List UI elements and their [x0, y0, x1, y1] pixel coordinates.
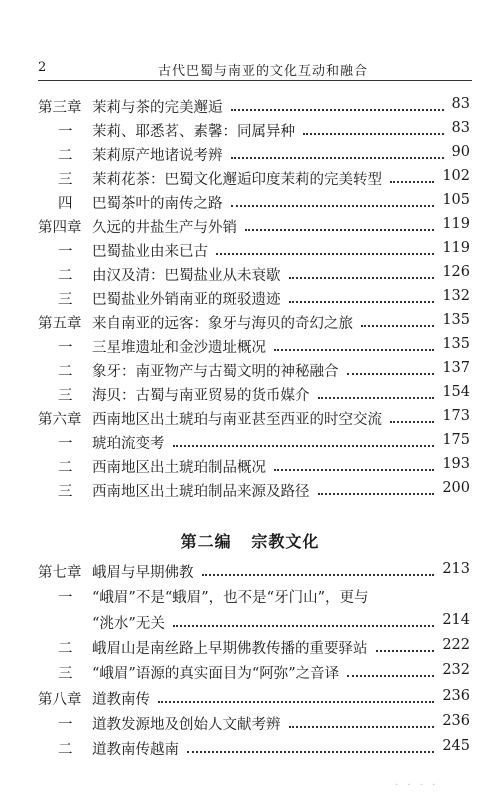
- toc-dot-leader: [289, 275, 435, 279]
- toc-entry-title: 道教南传: [92, 691, 150, 708]
- toc-dot-leader: [231, 203, 435, 207]
- toc-entry-label: 一: [58, 436, 73, 452]
- toc-entry-page: 119: [442, 240, 470, 256]
- toc-dot-leader: [376, 648, 435, 652]
- toc-entry-label: 第六章: [38, 412, 82, 428]
- toc-section-entry: [0, 432, 500, 456]
- toc-entry-label: 二: [58, 742, 73, 759]
- toc-dot-leader: [361, 323, 434, 327]
- toc-entry-label: 三: [58, 172, 73, 188]
- toc-entry-page: 245: [442, 738, 470, 755]
- toc-entry-title: 峨眉与早期佛教: [92, 565, 194, 581]
- toc-section-entry: [0, 480, 500, 504]
- toc-entry-page: 214: [442, 611, 470, 628]
- toc-entry-title: 久远的井盐生产与外销: [92, 220, 237, 236]
- page-number: 2: [38, 60, 47, 75]
- toc-entry-label: 第八章: [38, 691, 82, 708]
- toc-dot-leader: [390, 419, 434, 423]
- toc-entry-label: 三: [58, 388, 73, 404]
- toc-entry-page: 236: [442, 712, 470, 729]
- part-title: 宗教文化: [251, 532, 320, 551]
- toc-dot-leader: [245, 227, 434, 231]
- toc-entry-title: “峨眉”语源的真实面目为“阿弥”之音译: [92, 666, 340, 683]
- toc-entry-title: 道教发源地及创始人文献考辨: [92, 716, 281, 733]
- toc-entry-page: 105: [442, 192, 470, 208]
- toc-section-entry: [0, 456, 500, 480]
- toc-dot-leader: [231, 107, 444, 111]
- toc-section-entry: [0, 144, 500, 168]
- toc-entry-label: 一: [58, 716, 73, 733]
- toc-entry-title: 海贝：古蜀与南亚贸易的货币媒介: [92, 388, 310, 404]
- toc-dot-leader: [347, 371, 435, 375]
- toc-entry-label: 一: [58, 244, 73, 260]
- toc-entry-page: 119: [442, 216, 470, 232]
- toc-entry-label: 第七章: [38, 565, 82, 581]
- toc-entry-label: 第四章: [38, 220, 82, 236]
- toc-section-entry: [0, 586, 500, 610]
- toc-entry-page: 83: [451, 120, 470, 136]
- toc-entry-title: 来自南亚的远客：象牙与海贝的奇幻之旅: [92, 316, 353, 332]
- toc-dot-leader: [216, 251, 434, 255]
- running-header: [38, 58, 472, 81]
- toc-entry-title: 茉莉花茶：巴蜀文化邂逅印度茉莉的完美转型: [92, 172, 382, 188]
- toc-dot-leader: [390, 179, 434, 183]
- toc-section-entry: [0, 264, 500, 288]
- toc-entry-page: 213: [442, 561, 470, 577]
- toc-entry-title: 琥珀流变考: [92, 436, 165, 452]
- toc-entry-label: 二: [58, 268, 73, 284]
- toc-entry-label: 第三章: [38, 100, 82, 116]
- toc-entry-label: 二: [58, 364, 73, 380]
- toc-entry-page: 83: [451, 96, 470, 112]
- toc-section-entry: [0, 168, 500, 192]
- toc-section-entry: [0, 738, 500, 762]
- toc-section-entry: [0, 336, 500, 360]
- toc-entry-title: 茉莉原产地诸说考辨: [92, 148, 223, 164]
- toc-section-entry: [0, 192, 500, 216]
- toc-entry-label: 一: [58, 590, 73, 607]
- toc-entry-label: 三: [58, 666, 73, 683]
- toc-entry-label: 一: [58, 124, 73, 140]
- toc-dot-leader: [289, 724, 435, 728]
- toc-chapter-entry: [0, 96, 500, 120]
- toc-section-entry: [0, 713, 500, 737]
- toc-section-entry: [0, 384, 500, 408]
- part-label: 第二编: [180, 532, 232, 551]
- toc-dot-leader: [173, 623, 434, 627]
- toc-entry-label: 二: [58, 148, 73, 164]
- toc-section-entry: [0, 662, 500, 686]
- toc-entry-page: 102: [442, 168, 470, 184]
- toc-entry-page: 154: [442, 384, 470, 400]
- toc-entry-title: 茉莉与茶的完美邂逅: [92, 100, 223, 116]
- toc-entry-page: 135: [442, 312, 470, 328]
- toc-dot-leader: [173, 443, 435, 447]
- toc-entry-page: 200: [442, 480, 470, 496]
- toc-section-entry: [0, 637, 500, 661]
- toc-dot-leader: [231, 155, 444, 159]
- toc-section-entry: [0, 612, 500, 636]
- toc-entry-title: 西南地区出土琥珀制品来源及路径: [92, 484, 310, 500]
- toc-entry-label: 四: [58, 196, 73, 212]
- scan-artifact: · · · ·: [395, 780, 439, 791]
- toc-entry-page: 222: [442, 636, 470, 653]
- toc-entry-label: 一: [58, 340, 73, 356]
- running-title: 古代巴蜀与南亚的文化互动和融合: [158, 64, 369, 79]
- toc-dot-leader: [303, 131, 444, 135]
- toc-entry-page: 175: [442, 432, 470, 448]
- toc-dot-leader: [289, 299, 435, 303]
- toc-entry-title: 巴蜀盐业外销南亚的斑驳遗迹: [92, 292, 281, 308]
- toc-entry-title: 西南地区出土琥珀与南亚甚至西亚的时空交流: [92, 412, 382, 428]
- toc-section-entry: [0, 360, 500, 384]
- toc-dot-leader: [274, 467, 434, 471]
- toc-section-entry: [0, 120, 500, 144]
- toc-entry-title: 三星堆遗址和金沙遗址概况: [92, 340, 266, 356]
- toc-entry-title: “洮水”无关: [92, 615, 165, 632]
- toc-entry-label: 二: [58, 640, 73, 657]
- toc-entry-title: 西南地区出土琥珀制品概况: [92, 460, 266, 476]
- toc-entry-title: 巴蜀茶叶的南传之路: [92, 196, 223, 212]
- toc-chapter-entry: [0, 561, 500, 585]
- toc-entry-title: 象牙：南亚物产与古蜀文明的神秘融合: [92, 364, 339, 380]
- toc-entry-page: 193: [442, 456, 470, 472]
- toc-dot-leader: [318, 491, 435, 495]
- toc-entry-label: 二: [58, 460, 73, 476]
- toc-entry-title: “峨眉”不是“蛾眉”，也不是“牙门山”，更与: [92, 590, 369, 607]
- toc-entry-title: 茉莉、耶悉茗、素馨：同属异种: [92, 124, 295, 140]
- toc-entry-label: 三: [58, 292, 73, 308]
- toc-dot-leader: [158, 699, 434, 703]
- toc-section-entry: [0, 288, 500, 312]
- toc-entry-title: 道教南传越南: [92, 742, 179, 759]
- toc-dot-leader: [202, 572, 435, 576]
- toc-chapter-entry: [0, 312, 500, 336]
- toc-dot-leader: [274, 347, 434, 351]
- toc-entry-title: 峨眉山是南丝路上早期佛教传播的重要驿站: [92, 640, 368, 657]
- toc-dot-leader: [347, 673, 434, 677]
- toc-entry-title: 由汉及清：巴蜀盐业从未衰歇: [92, 268, 281, 284]
- toc-entry-title: 巴蜀盐业由来已古: [92, 244, 208, 260]
- toc-chapter-entry: [0, 688, 500, 712]
- toc-entry-page: 126: [442, 264, 470, 280]
- toc-entry-page: 135: [442, 336, 470, 352]
- toc-chapter-entry: [0, 216, 500, 240]
- toc-entry-label: 三: [58, 484, 73, 500]
- toc-entry-label: 第五章: [38, 316, 82, 332]
- toc-section-entry: [0, 240, 500, 264]
- toc-entry-page: 90: [451, 144, 470, 160]
- part-heading: [0, 529, 500, 552]
- toc-entry-page: 173: [442, 408, 470, 424]
- toc-entry-page: 232: [442, 662, 470, 679]
- toc-entry-page: 132: [442, 288, 470, 304]
- toc-entry-page: 236: [442, 687, 470, 704]
- toc-chapter-entry: [0, 408, 500, 432]
- toc-dot-leader: [187, 749, 434, 753]
- toc-entry-page: 137: [442, 360, 470, 376]
- toc-dot-leader: [318, 395, 435, 399]
